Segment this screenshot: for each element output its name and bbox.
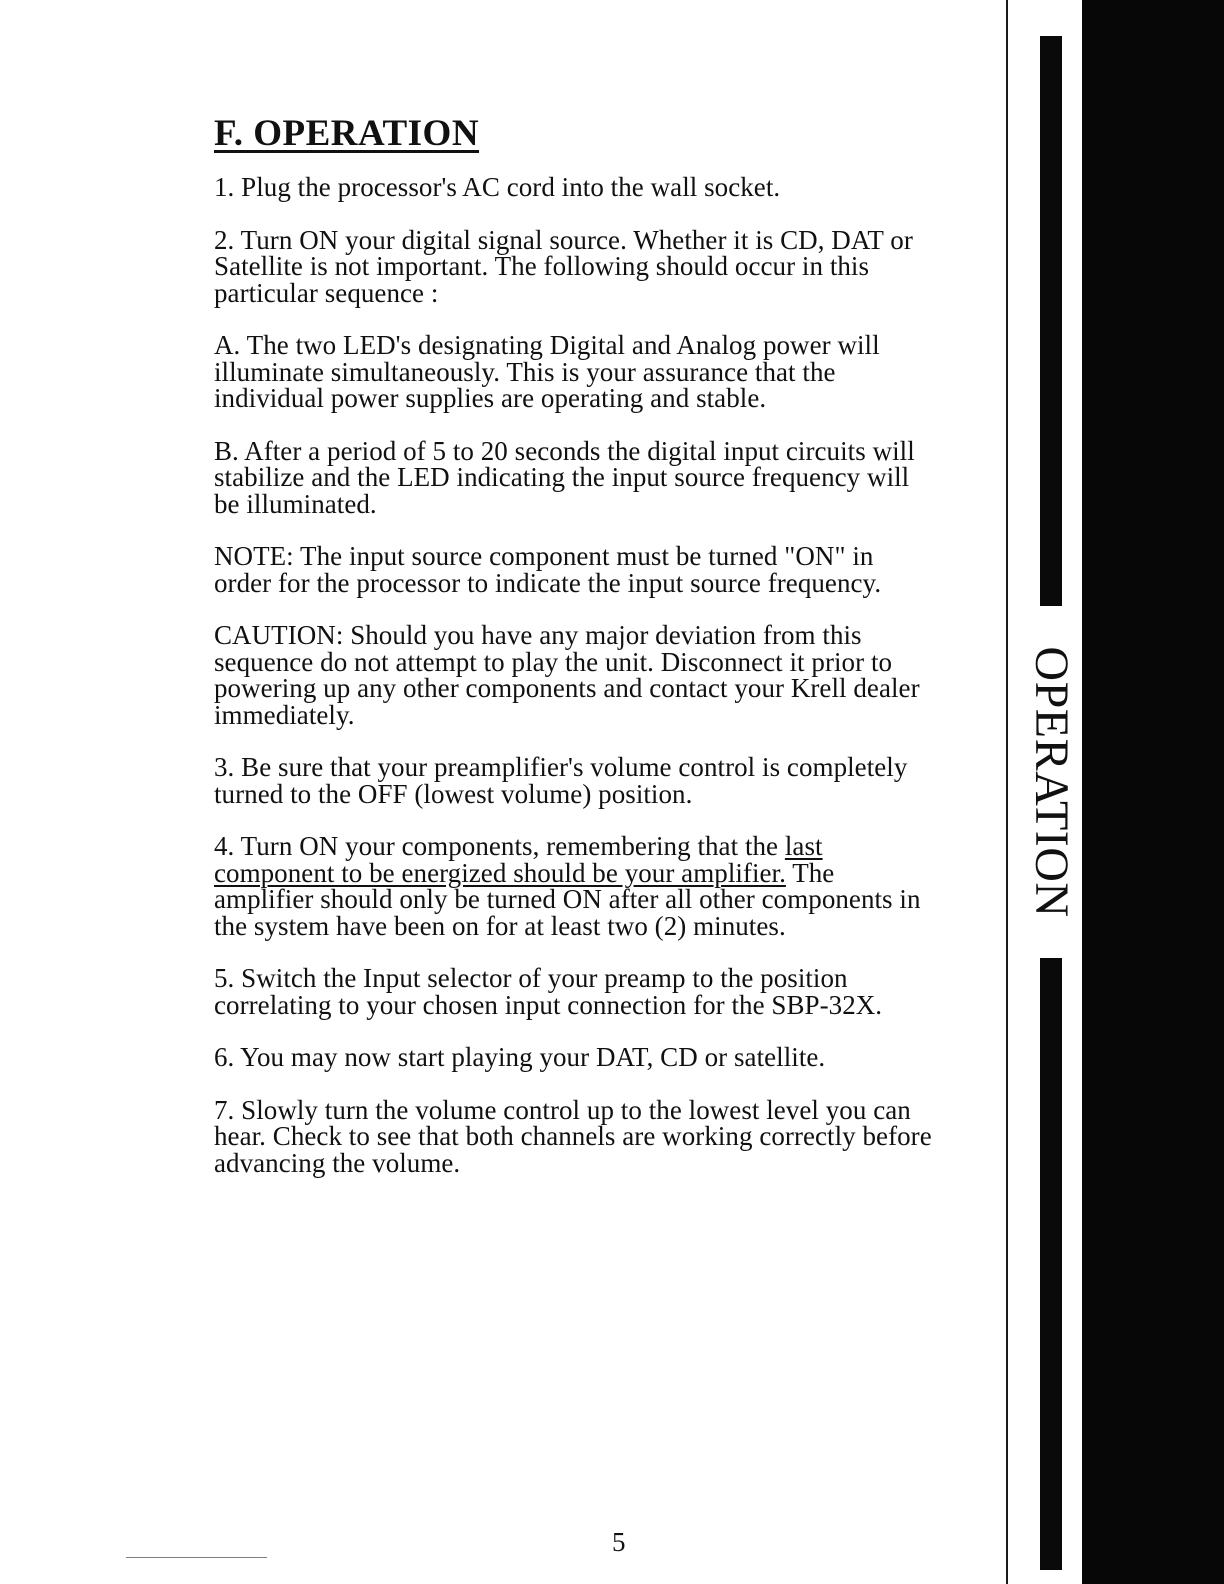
body-text bbox=[214, 174, 934, 1202]
bottom-edge-line bbox=[126, 1557, 267, 1558]
page-number: 5 bbox=[612, 1527, 626, 1557]
step-2b: B. After a period of 5 to 20 seconds the digital input circuits will stabilize and the LED indicating the input source frequency will be illuminated. bbox=[214, 435, 915, 519]
step-2: 2. Turn ON your digital signal source. Whether it is CD, DAT or Satellite is not important. The following should occur in this particular sequence : bbox=[214, 224, 913, 308]
caution-paragraph: CAUTION: Should you have any major deviation from this sequence do not attempt to play the unit. Disconnect it prior to powering up any other components and contact your Krell dealer immediately. bbox=[214, 620, 920, 730]
step-4-suffix: The amplifier should only be turned ON after all other components in the system have been on for at least two (2) minutes. bbox=[214, 857, 921, 941]
note-paragraph: NOTE: The input source component must be turned "ON" in order for the processor to indicate the input source frequency. bbox=[214, 541, 882, 598]
step-5: 5. Switch the Input selector of your preamp to the position correlating to your chosen input connection for the SBP-32X. bbox=[214, 963, 883, 1020]
step-4-underlined: last component to be energized should be your amplifier. bbox=[214, 831, 823, 888]
step-7: 7. Slowly turn the volume control up to the lowest level you can hear. Check to see that both channels are working correctly before advancing the volume. bbox=[214, 1094, 932, 1178]
edge-black-bar bbox=[1082, 0, 1224, 1584]
step-2a: A. The two LED's designating Digital and Analog power will illuminate simultaneously. This is your assurance that the individual power supplies are operating and stable. bbox=[214, 330, 880, 413]
step-6: 6. You may now start playing your DAT, CD or satellite. bbox=[214, 1042, 826, 1072]
section-heading: F. OPERATION bbox=[214, 113, 480, 154]
section-tab-bar-bottom bbox=[1040, 958, 1062, 1570]
step-4 bbox=[214, 833, 934, 939]
step-1: 1. Plug the processor's AC cord into the wall socket. bbox=[214, 172, 781, 202]
margin-divider bbox=[1006, 0, 1008, 1584]
section-tab-label: OPERATION bbox=[1025, 646, 1078, 918]
section-tab-bar-top bbox=[1040, 36, 1062, 606]
step-3: 3. Be sure that your preamplifier's volume control is completely turned to the OFF (lowest volume) position. bbox=[214, 752, 908, 809]
step-4-prefix: 4. Turn ON your components, remembering that the bbox=[214, 831, 785, 861]
